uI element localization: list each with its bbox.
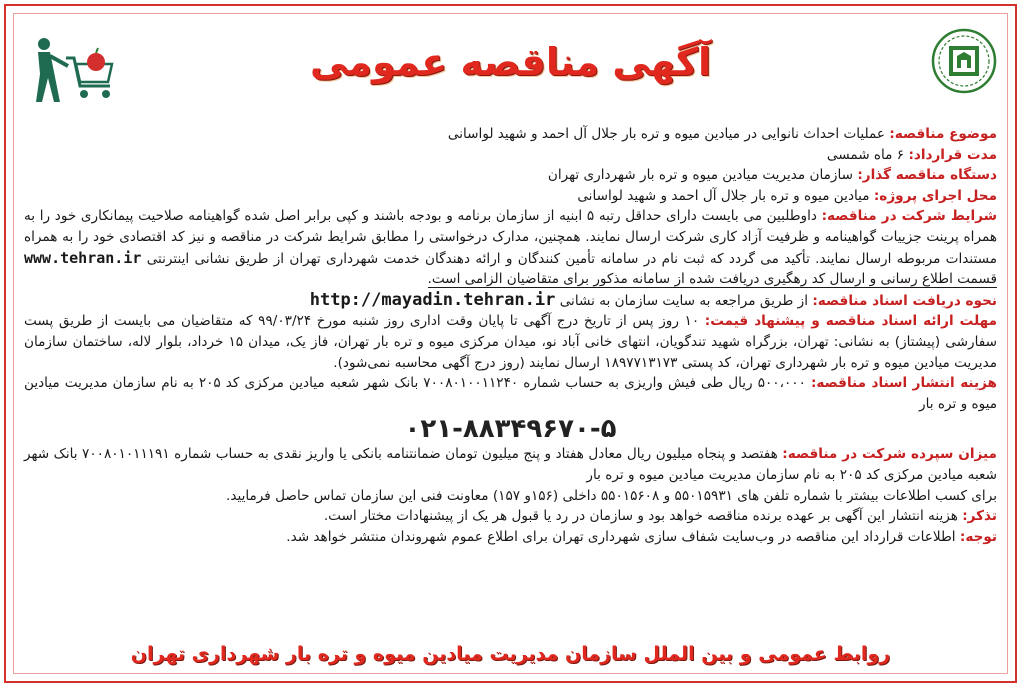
- location-row: [24, 186, 997, 207]
- conditions-text-1: داوطلبین می بایست دارای حداقل رتبه ۵ ابنیه از سازمان برنامه و بودجه باشند و کپی برابر اصل شده گواهینامه صلاحیت پیمانکاری خود را به همراه پرینت جزییات گواهینامه و ظرفیت آزاد کاری شرکت ارسال نمایند. همچنین، مدارک درخواستی را مطابق شرایط شرکت در مناقصه و نیز کد اقتصادی خود را به همراه مستندات مربوطه ارسال نمایند. تأکید می گردد که ثبت نام در سامانه تأمین کنندگان و ارائه دهندگان خدمت شهرداری تهران از طریق نشانی اینترنتی: [24, 208, 997, 267]
- tehran-website-link[interactable]: www.tehran.ir: [24, 248, 142, 267]
- conditions-label: شرایط شرکت در مناقصه:: [821, 208, 997, 225]
- deadline-label: مهلت ارائه اسناد مناقصه و پیشنهاد قیمت:: [704, 313, 998, 330]
- note-text: اطلاعات قرارداد این مناقصه در وب‌سایت شفاف سازی شهرداری تهران برای اطلاع عموم شهروندان منتشر خواهد شد.: [286, 528, 956, 545]
- conditions-text-2: قسمت اطلاع رسانی و ارسال کد رهگیری دریافت شده از سامانه مذکور برای متقاضیان الزامی است.: [427, 271, 997, 288]
- deposit-text: هفتصد و پنجاه میلیون ریال معادل هفتاد و پنج میلیون تومان ضمانتنامه بانکی یا واریز نقدی به حساب شماره ۷۰۰۸۰۱۰۱۱۱۹۱ بانک شهر شعبه میادین مرکزی کد ۲۰۵ به نام سازمان مدیریت میادین میوه و تره بار: [24, 446, 997, 483]
- cost-label: هزینه انتشار اسناد مناقصه:: [810, 375, 997, 392]
- documents-text: از طریق مراجعه به سایت سازمان به نشانی: [559, 292, 809, 309]
- cost-text: ۵۰۰،۰۰۰ ریال طی فیش واریزی به حساب شماره ۷۰۰۸۰۱۰۰۱۱۲۴۰ بانک شهر شعبه میادین مرکزی کد ۲۰۵ به نام سازمان مدیریت میادین میوه و تره بار: [24, 375, 997, 412]
- subject-row: [24, 124, 997, 145]
- notice-frame: [4, 4, 1017, 683]
- reminder-label: تذکر:: [962, 508, 997, 525]
- notice-body: [24, 124, 997, 547]
- note-row: [24, 527, 997, 548]
- documents-label: نحوه دریافت اسناد مناقصه:: [812, 292, 997, 309]
- note-label: توجه:: [959, 528, 997, 545]
- subject-value: عملیات احداث نانوایی در میادین میوه و تره بار جلال آل احمد و شهید لواسانی: [447, 126, 885, 142]
- duration-label: مدت قرارداد:: [908, 146, 997, 163]
- footer-signature: روابط عمومی و بین الملل سازمان مدیریت میادین میوه و تره بار شهرداری تهران: [130, 643, 891, 665]
- location-value: میادین میوه و تره بار جلال آل احمد و شهید لواسانی: [577, 187, 870, 204]
- shopping-cart-icon: [26, 36, 116, 106]
- duration-value: ۶ ماه شمسی: [826, 146, 905, 163]
- duration-row: [24, 145, 997, 166]
- phone-number-large: ۰۲۱-۸۸۳۴۹۶۷۰-۵: [404, 414, 617, 445]
- contact-row: [24, 486, 997, 507]
- reminder-text: هزینه انتشار این آگهی بر عهده برنده مناقصه خواهد بود و سازمان در رد یا قبول هر یک از پیشنهادات مختار است.: [323, 508, 958, 525]
- contact-text: برای کسب اطلاعات بیشتر با شماره تلفن های ۵۵۰۱۵۹۳۱ و ۵۵۰۱۵۶۰۸ داخلی (۱۵۶و ۱۵۷) معاونت فنی این سازمان تماس حاصل فرمایید.: [226, 487, 997, 504]
- reminder-row: [24, 506, 997, 527]
- documents-row: [24, 290, 997, 312]
- mayadin-website-link[interactable]: http://mayadin.tehran.ir: [309, 289, 556, 310]
- organizer-row: [24, 165, 997, 186]
- deposit-row: [24, 444, 997, 485]
- cost-row: [24, 373, 997, 414]
- page-title: آگهی مناقصه عمومی: [309, 40, 712, 84]
- deadline-text: ۱۰ روز پس از تاریخ درج آگهی تا پایان وقت اداری روز شنبه مورخ ۹۹/۰۳/۲۴ که متقاضیان می بایست از طریق پست سفارشی (پیشتاز) به نشانی: تهران، بزرگراه شهید تندگویان، انتهای خانی آباد نو، میدان مرکزی میوه و تره بار تهران، فاز یک، میدان ۱۵ خرداد، بلوار لاله، ساختمان سازمان مدیریت میادین میوه و تره بار شهرداری تهران، کد پستی ۱۸۹۷۷۱۳۱۷۳ ارسال نمایند (روز درج آگهی محاسبه نمی‌شود).: [24, 313, 997, 371]
- deposit-label: میزان سپرده شرکت در مناقصه:: [782, 446, 997, 463]
- notice-header: [6, 6, 1015, 116]
- organizer-value: سازمان مدیریت میادین میوه و تره بار شهرداری تهران: [547, 167, 853, 184]
- organizer-label: دستگاه مناقصه گذار:: [857, 167, 997, 184]
- conditions-row: [24, 206, 997, 289]
- location-label: محل اجرای پروژه:: [873, 187, 997, 204]
- subject-label: موضوع مناقصه:: [889, 126, 997, 142]
- deadline-row: [24, 311, 997, 373]
